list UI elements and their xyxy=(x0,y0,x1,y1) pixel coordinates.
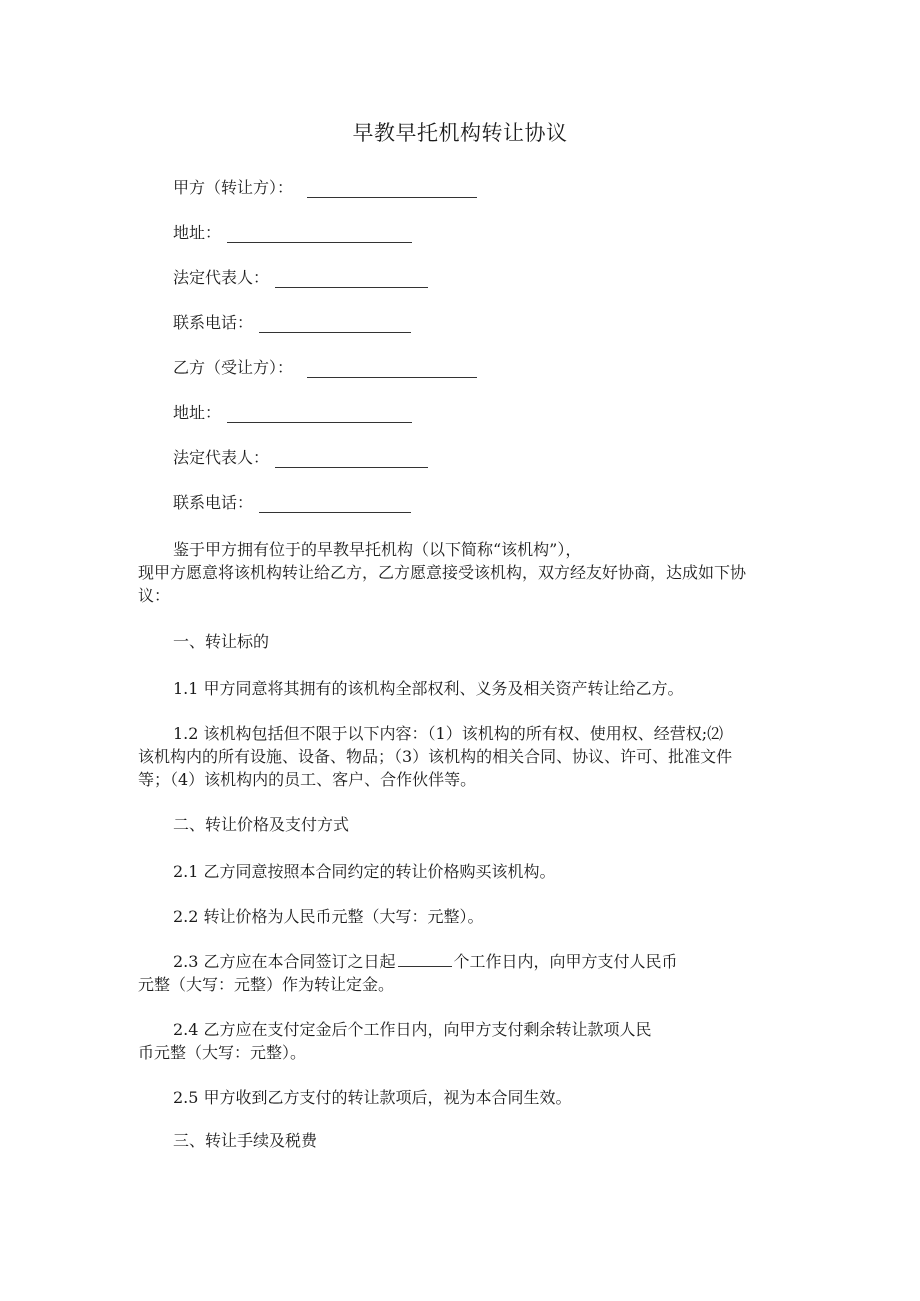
clause-line: 1.2 该机构包括但不限于以下内容：（1）该机构的所有权、使用权、经营权;⑵ xyxy=(173,724,724,743)
party-a-address-blank xyxy=(227,228,412,243)
clause-line: 2.5 甲方收到乙方支付的转让款项后，视为本合同生效。 xyxy=(173,1088,572,1107)
clause-line: 等；（4）该机构内的员工、客户、合作伙伴等。 xyxy=(138,770,477,789)
clause-line: 2.2 转让价格为人民币元整（大写：元整）。 xyxy=(173,907,484,926)
party-b-phone-field xyxy=(173,493,411,513)
party-a-name-blank xyxy=(307,183,477,198)
clause-2-3-part-b: 个工作日内，向甲方支付人民币 xyxy=(453,952,678,971)
party-a-name-label: 甲方（转让方）： xyxy=(173,178,294,197)
party-a-name-field xyxy=(173,178,477,198)
party-b-rep-field xyxy=(173,448,428,468)
party-b-name-field xyxy=(173,358,477,378)
party-a-address-label: 地址： xyxy=(173,223,222,242)
clause-line: 该机构内的所有设施、设备、物品；（3）该机构的相关合同、协议、许可、批准文件 xyxy=(138,747,733,766)
party-a-rep-blank xyxy=(275,273,428,288)
clause-2-3 xyxy=(138,950,783,996)
party-b-phone-blank xyxy=(259,498,411,513)
party-a-phone-label: 联系电话： xyxy=(173,313,254,332)
section-1-heading: 一、转让标的 xyxy=(173,632,270,651)
clause-2-4 xyxy=(138,1018,783,1064)
clause-line: 2.4 乙方应在支付定金后个工作日内，向甲方支付剩余转让款项人民 xyxy=(173,1020,652,1039)
preamble-paragraph xyxy=(138,538,783,607)
clause-2-1 xyxy=(138,860,783,883)
preamble-line: 现甲方愿意将该机构转让给乙方，乙方愿意接受该机构，双方经友好协商，达成如下协 xyxy=(138,563,747,582)
clause-2-2 xyxy=(138,905,783,928)
party-a-rep-field xyxy=(173,268,428,288)
party-a-phone-field xyxy=(173,313,411,333)
clause-line: 元整（大写：元整）作为转让定金。 xyxy=(138,975,395,994)
party-a-rep-label: 法定代表人： xyxy=(173,268,270,287)
section-3-heading: 三、转让手续及税费 xyxy=(173,1131,318,1150)
clause-2-3-part-a: 2.3 乙方应在本合同签订之日起 xyxy=(173,952,396,971)
clause-line: 1.1 甲方同意将其拥有的该机构全部权利、义务及相关资产转让给乙方。 xyxy=(173,679,684,698)
clause-line xyxy=(138,950,783,973)
clause-line: 2.1 乙方同意按照本合同约定的转让价格购买该机构。 xyxy=(173,862,556,881)
party-b-address-blank xyxy=(227,408,412,423)
preamble-line: 议： xyxy=(138,586,171,605)
party-b-phone-label: 联系电话： xyxy=(173,493,254,512)
preamble-line: 鉴于甲方拥有位于的早教早托机构（以下简称“该机构”）， xyxy=(173,540,582,559)
party-b-address-label: 地址： xyxy=(173,403,222,422)
clause-line: 币元整（大写：元整）。 xyxy=(138,1043,307,1062)
party-b-rep-blank xyxy=(275,453,428,468)
party-b-rep-label: 法定代表人： xyxy=(173,448,270,467)
party-b-address-field xyxy=(173,403,412,423)
clause-1-1 xyxy=(138,677,783,700)
party-a-phone-blank xyxy=(259,318,411,333)
party-b-name-blank xyxy=(307,363,477,378)
clause-1-2 xyxy=(138,722,783,791)
section-2-heading: 二、转让价格及支付方式 xyxy=(173,815,350,834)
party-a-address-field xyxy=(173,223,412,243)
days-blank xyxy=(398,952,452,967)
clause-2-5 xyxy=(138,1086,783,1109)
party-b-name-label: 乙方（受让方）： xyxy=(173,358,294,377)
document-title: 早教早托机构转让协议 xyxy=(352,121,568,145)
